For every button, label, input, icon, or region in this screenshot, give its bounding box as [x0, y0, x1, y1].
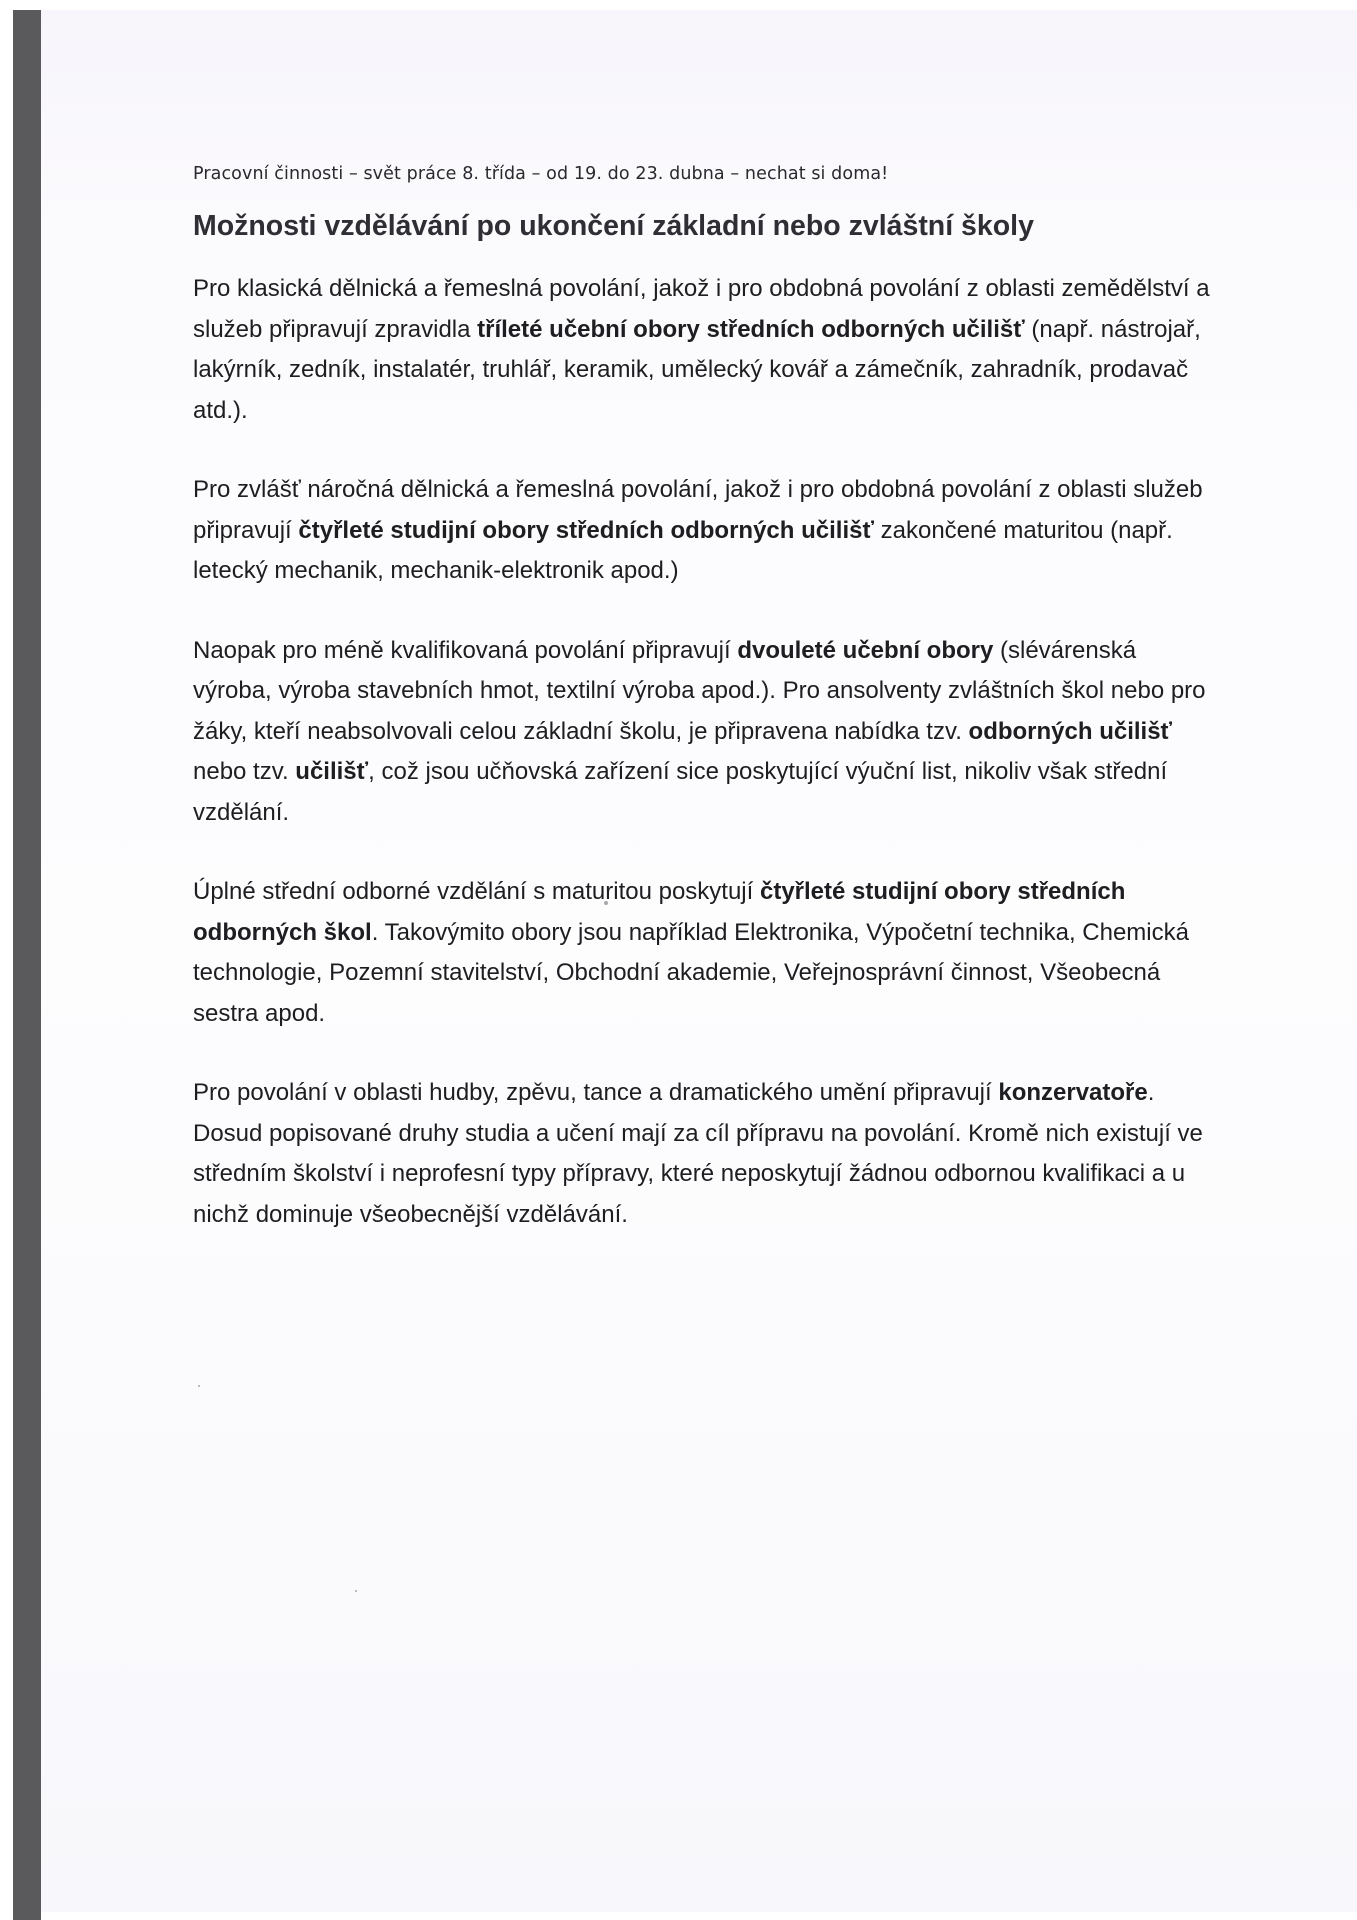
text: Pro klasická dělnická a řemeslná povolání, jakož i pro obdobná povolání z oblasti zemědělství a služeb připravují zpravidla — [193, 275, 1210, 343]
scan-speck — [198, 1385, 200, 1387]
bold-text: odborných učilišť — [968, 717, 1173, 745]
scan-top-margin — [13, 0, 1357, 10]
paragraph-conservatories — [193, 1073, 1213, 1114]
text: , což jsou učňovská zařízení sice poskytující výuční list, nikoliv však střední vzdělání. — [193, 758, 1168, 826]
paragraph-vocational-2year — [193, 631, 1213, 834]
scan-left-margin — [0, 0, 13, 1920]
bold-text: učilišť — [295, 758, 369, 785]
document-header: Pracovní činnosti – svět práce 8. třída – od 19. do 23. dubna – nechat si doma! — [193, 164, 889, 184]
paragraph-vocational-4year — [193, 470, 1213, 592]
paragraph-general-education: Dosud popisované druhy studia a učení mají za cíl přípravu na povolání. Kromě nich existují ve středním školství i neprofesní typy přípravy, které neposkytují žádnou odbornou kvalifikaci a u nichž dominuje všeobecnější vzdělávání. — [193, 1119, 1203, 1228]
document-title: Možnosti vzdělávání po ukončení základní nebo zvláštní školy — [193, 210, 1034, 242]
bold-text: tříleté učební obory středních odborných učilišť — [477, 315, 1025, 343]
scan-speck — [355, 1590, 357, 1592]
document-body — [193, 164, 1213, 1274]
bold-text: čtyřleté studijní obory středních odborných učilišť — [298, 516, 874, 544]
text: nebo tzv. — [193, 758, 296, 785]
text: (např. nástrojař, lakýrník, zedník, instalatér, truhlář, keramik, umělecký kovář a zámečník, zahradník, prodavač atd.). — [193, 315, 1201, 424]
text: Pro zvlášť náročná dělnická a řemeslná povolání, jakož i pro obdobná povolání z oblasti služeb připravují — [193, 476, 1203, 544]
bold-text: dvouleté učební obory — [737, 636, 994, 664]
text: Naopak pro méně kvalifikovaná povolání připravují — [193, 636, 738, 664]
bold-text: čtyřleté studijní obory středních odborných škol — [193, 878, 1126, 946]
bold-text: konzervatoře — [998, 1079, 1148, 1106]
text: Úplné střední odborné vzdělání s maturitou poskytují — [193, 878, 760, 905]
text: Pro povolání v oblasti hudby, zpěvu, tance a dramatického umění připravují — [193, 1079, 999, 1106]
scan-shadow-edge — [13, 10, 41, 1920]
text: zakončené maturitou (např. letecký mechanik, mechanik-elektronik apod.) — [193, 516, 1173, 584]
paragraph-secondary-schools — [193, 872, 1213, 1034]
text: (slévárenská výroba, výroba stavebních hmot, textilní výroba apod.). Pro ansolventy zvláštních škol nebo pro žáky, kteří neabsolvovali celou základní školu, je připravena nabídka tzv. — [193, 636, 1206, 745]
paragraph-vocational-3year — [193, 269, 1213, 431]
scan-bottom-margin — [13, 1912, 1357, 1920]
text: . — [1147, 1079, 1155, 1106]
text: . Takovýmito obory jsou například Elektronika, Výpočetní technika, Chemická technologie, Pozemní stavitelství, Obchodní akademie, Veřejnosprávní činnost, Všeobecná sestra apod. — [193, 918, 1189, 1027]
